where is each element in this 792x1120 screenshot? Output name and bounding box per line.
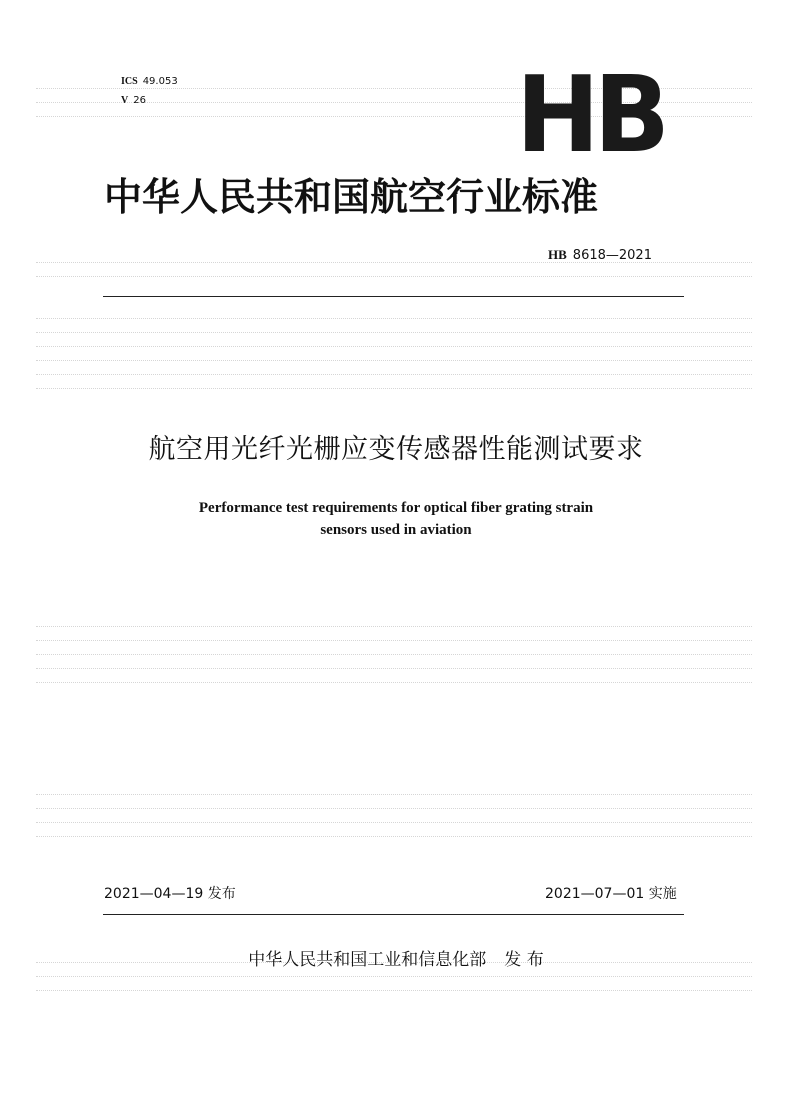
bottom-divider — [103, 914, 684, 915]
hb-logo: HB — [516, 53, 664, 177]
ccs-label: V — [121, 95, 129, 106]
scan-line — [36, 822, 752, 823]
scan-line — [36, 374, 752, 375]
ics-label: ICS — [121, 76, 138, 87]
document-title-cn: 航空用光纤光栅应变传感器性能测试要求 — [148, 434, 644, 465]
page-title: 中华人民共和国航空行业标准 — [104, 175, 599, 219]
issuer-action: 发 布 — [504, 950, 544, 970]
scan-line — [36, 808, 752, 809]
scan-line — [36, 794, 752, 795]
ccs-code — [121, 95, 146, 107]
ics-value: 49.053 — [142, 76, 178, 87]
document-title-en-line1: Performance test requirements for optical fiber grating strain — [198, 500, 594, 516]
implementation-date: 2021—07—01 实施 — [545, 886, 677, 902]
scan-line — [36, 976, 752, 977]
ccs-value: 26 — [133, 95, 146, 106]
document-title-en-line2: sensors used in aviation — [320, 522, 472, 538]
standard-number — [548, 247, 652, 264]
top-divider — [103, 296, 684, 297]
standard-prefix: HB — [548, 247, 567, 262]
ics-code — [121, 76, 178, 88]
scan-line — [36, 640, 752, 641]
issue-date: 2021—04—19 发布 — [104, 886, 236, 902]
scan-line — [36, 836, 752, 837]
scan-line — [36, 668, 752, 669]
issuer — [0, 948, 792, 972]
scan-line — [36, 388, 752, 389]
scan-line — [36, 626, 752, 627]
scan-line — [36, 346, 752, 347]
scan-line — [36, 318, 752, 319]
scan-line — [36, 360, 752, 361]
scan-line — [36, 682, 752, 683]
scan-line — [36, 654, 752, 655]
standard-code: 8618—2021 — [572, 248, 652, 263]
scan-line — [36, 990, 752, 991]
issuer-name: 中华人民共和国工业和信息化部 — [248, 950, 487, 970]
scan-line — [36, 332, 752, 333]
scan-line — [36, 276, 752, 277]
